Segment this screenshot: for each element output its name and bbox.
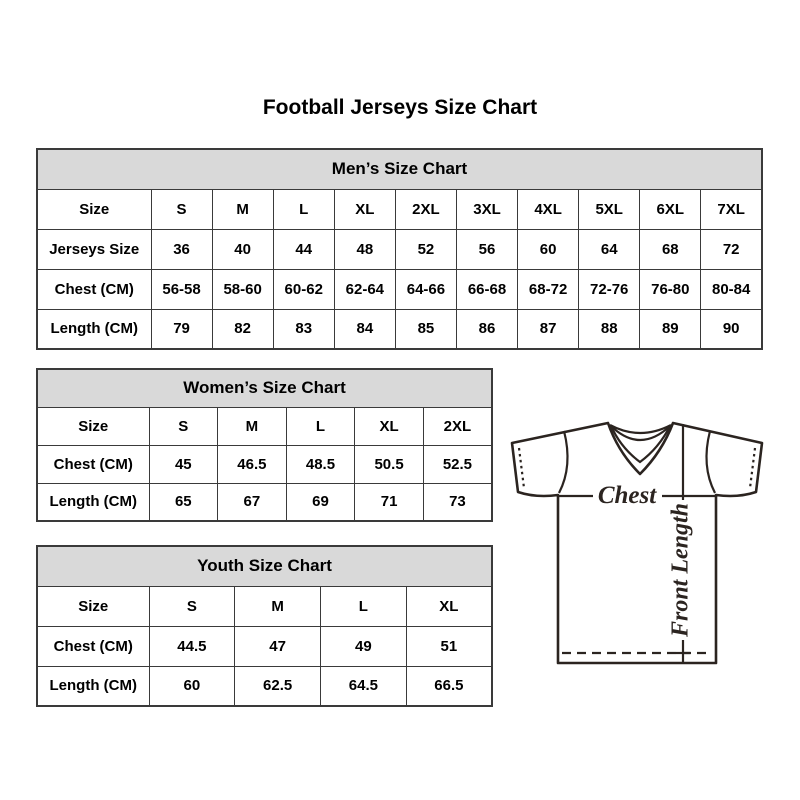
value-cell: 44 xyxy=(273,229,334,269)
value-cell: 51 xyxy=(406,626,492,666)
value-cell: L xyxy=(273,189,334,229)
value-cell: 3XL xyxy=(456,189,517,229)
value-cell: 6XL xyxy=(640,189,701,229)
value-cell: 84 xyxy=(334,309,395,349)
womens-table-title: Women’s Size Chart xyxy=(37,369,492,407)
table-row xyxy=(37,626,492,666)
row-label: Size xyxy=(37,189,151,229)
collar-inner-v xyxy=(611,426,670,462)
value-cell: 72-76 xyxy=(579,269,640,309)
left-armhole-seam xyxy=(559,431,568,493)
value-cell: 85 xyxy=(395,309,456,349)
value-cell: 72 xyxy=(701,229,762,269)
value-cell: 66-68 xyxy=(456,269,517,309)
value-cell: 52 xyxy=(395,229,456,269)
left-cuff-stitch-line xyxy=(519,448,524,488)
value-cell: 64-66 xyxy=(395,269,456,309)
value-cell: M xyxy=(218,407,287,445)
youth-size-table xyxy=(36,545,493,705)
value-cell: 69 xyxy=(286,483,355,521)
value-cell: 36 xyxy=(151,229,212,269)
row-label: Size xyxy=(37,586,149,626)
table-row xyxy=(37,483,492,521)
table-row xyxy=(37,269,762,309)
value-cell: 49 xyxy=(321,626,407,666)
mens-size-table xyxy=(36,148,763,348)
page-title: Football Jerseys Size Chart xyxy=(262,96,538,119)
value-cell: S xyxy=(151,189,212,229)
value-cell: 71 xyxy=(355,483,424,521)
front-length-label: Front Length xyxy=(667,502,694,638)
value-cell: 44.5 xyxy=(149,626,235,666)
value-cell: 62-64 xyxy=(334,269,395,309)
value-cell: 52.5 xyxy=(423,445,492,483)
value-cell: 7XL xyxy=(701,189,762,229)
value-cell: 62.5 xyxy=(235,666,321,706)
row-label: Jerseys Size xyxy=(37,229,151,269)
mens-table-title: Men’s Size Chart xyxy=(37,149,762,189)
table-row xyxy=(37,407,492,445)
value-cell: 5XL xyxy=(579,189,640,229)
value-cell: 2XL xyxy=(423,407,492,445)
jersey-measurement-diagram xyxy=(498,400,783,675)
value-cell: 60 xyxy=(149,666,235,706)
womens-table xyxy=(36,368,493,522)
value-cell: 47 xyxy=(235,626,321,666)
value-cell: 66.5 xyxy=(406,666,492,706)
table-header-row xyxy=(37,546,492,586)
table-row xyxy=(37,666,492,706)
youth-table-title: Youth Size Chart xyxy=(37,546,492,586)
row-label: Chest (CM) xyxy=(37,445,149,483)
value-cell: 56-58 xyxy=(151,269,212,309)
value-cell: 60-62 xyxy=(273,269,334,309)
row-label: Chest (CM) xyxy=(37,269,151,309)
value-cell: 48 xyxy=(334,229,395,269)
value-cell: XL xyxy=(355,407,424,445)
value-cell: 67 xyxy=(218,483,287,521)
value-cell: M xyxy=(235,586,321,626)
value-cell: S xyxy=(149,407,218,445)
chest-label: Chest xyxy=(597,482,657,509)
value-cell: 48.5 xyxy=(286,445,355,483)
womens-size-table xyxy=(36,368,493,520)
row-label: Length (CM) xyxy=(37,309,151,349)
value-cell: XL xyxy=(334,189,395,229)
value-cell: 86 xyxy=(456,309,517,349)
value-cell: 80-84 xyxy=(701,269,762,309)
row-label: Length (CM) xyxy=(37,483,149,521)
mens-table xyxy=(36,148,763,350)
value-cell: 87 xyxy=(518,309,579,349)
row-label: Size xyxy=(37,407,149,445)
value-cell: 90 xyxy=(701,309,762,349)
value-cell: 64 xyxy=(579,229,640,269)
value-cell: 60 xyxy=(518,229,579,269)
value-cell: 4XL xyxy=(518,189,579,229)
value-cell: L xyxy=(321,586,407,626)
value-cell: 50.5 xyxy=(355,445,424,483)
table-header-row xyxy=(37,149,762,189)
value-cell: 58-60 xyxy=(212,269,273,309)
value-cell: 68-72 xyxy=(518,269,579,309)
value-cell: 40 xyxy=(212,229,273,269)
row-label: Length (CM) xyxy=(37,666,149,706)
table-row xyxy=(37,229,762,269)
value-cell: 76-80 xyxy=(640,269,701,309)
value-cell: 56 xyxy=(456,229,517,269)
value-cell: XL xyxy=(406,586,492,626)
value-cell: 2XL xyxy=(395,189,456,229)
table-header-row xyxy=(37,369,492,407)
right-armhole-seam xyxy=(706,431,715,493)
value-cell: 65 xyxy=(149,483,218,521)
value-cell: M xyxy=(212,189,273,229)
value-cell: S xyxy=(149,586,235,626)
value-cell: 83 xyxy=(273,309,334,349)
right-cuff-stitch-line xyxy=(750,448,755,488)
value-cell: 89 xyxy=(640,309,701,349)
value-cell: 68 xyxy=(640,229,701,269)
value-cell: 45 xyxy=(149,445,218,483)
youth-table xyxy=(36,545,493,707)
table-row xyxy=(37,586,492,626)
table-row xyxy=(37,189,762,229)
value-cell: 46.5 xyxy=(218,445,287,483)
value-cell: 79 xyxy=(151,309,212,349)
value-cell: 82 xyxy=(212,309,273,349)
table-row xyxy=(37,445,492,483)
table-row xyxy=(37,309,762,349)
row-label: Chest (CM) xyxy=(37,626,149,666)
value-cell: 73 xyxy=(423,483,492,521)
value-cell: 64.5 xyxy=(321,666,407,706)
value-cell: L xyxy=(286,407,355,445)
value-cell: 88 xyxy=(579,309,640,349)
